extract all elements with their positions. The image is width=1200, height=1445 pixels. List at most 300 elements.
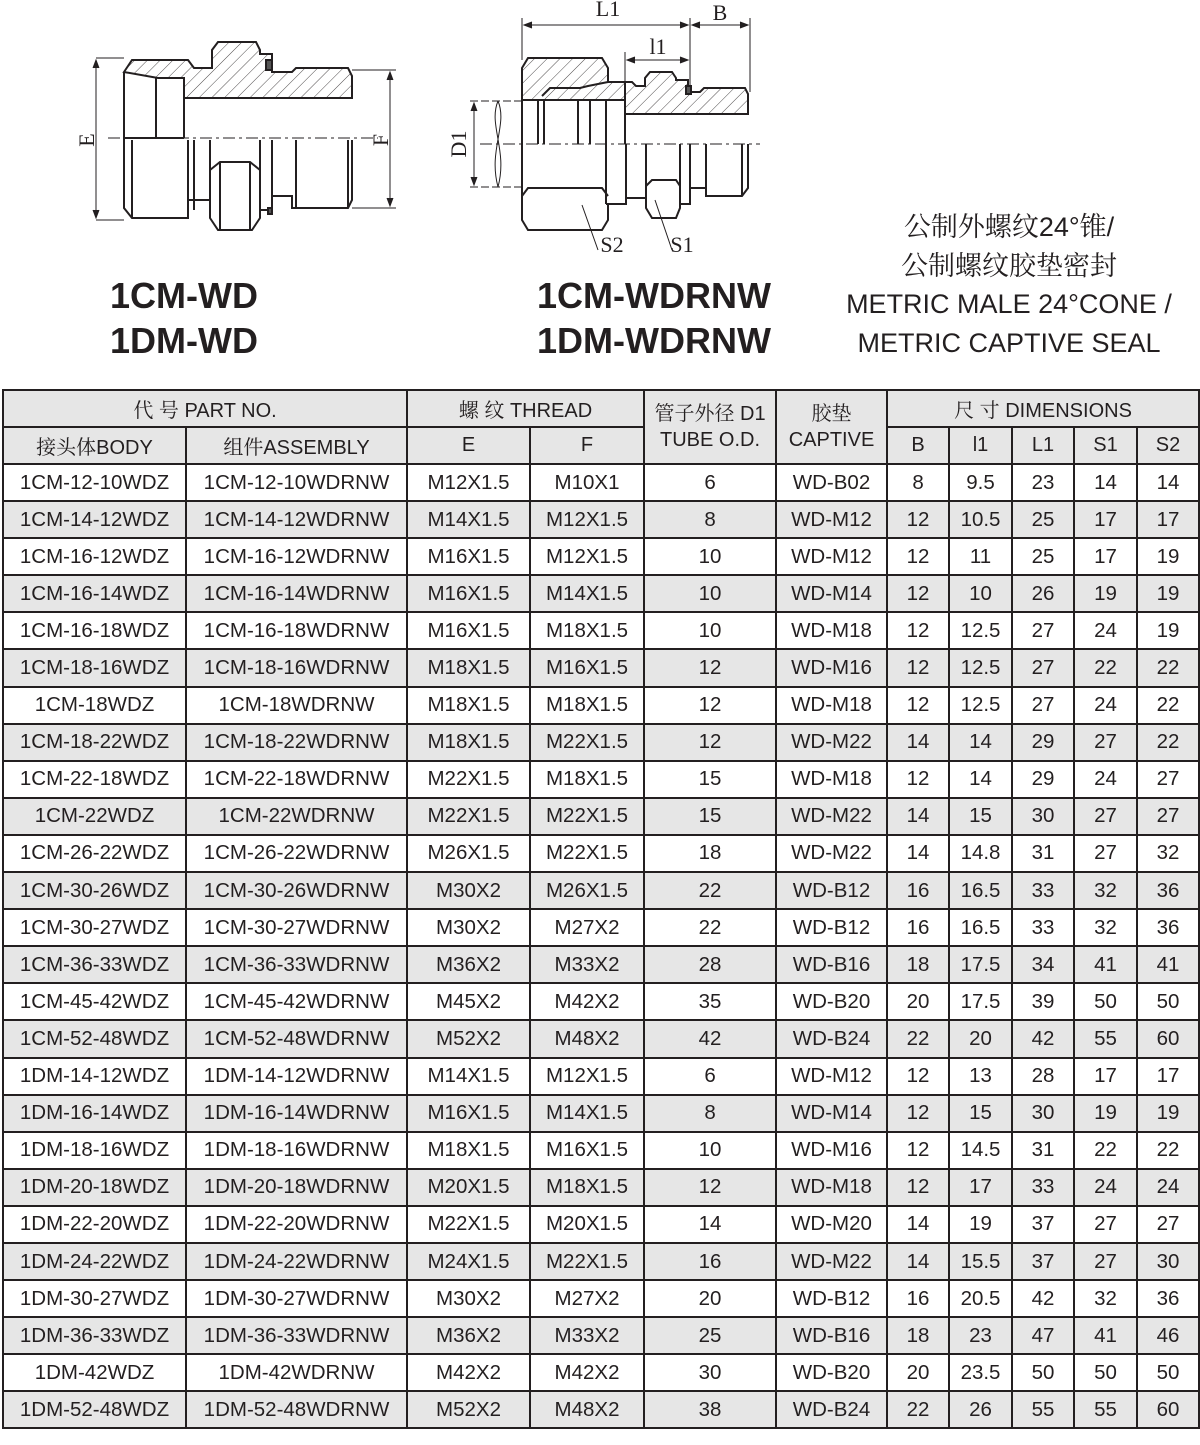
cell-dim-b: 22: [887, 1020, 949, 1057]
cell-dim-l1: 50: [1012, 1354, 1074, 1391]
table-row: [3, 1206, 1199, 1243]
cell-body: 1CM-18WDZ: [3, 687, 186, 724]
cell-thread-e: M52X2: [407, 1391, 530, 1428]
cell-captive: WD-B16: [776, 1317, 887, 1354]
cell-body: 1CM-30-26WDZ: [3, 872, 186, 909]
header-l1-small: l1: [949, 427, 1012, 464]
cell-captive: WD-M16: [776, 649, 887, 686]
cell-dim-b: 20: [887, 983, 949, 1020]
cell-dim-b: 14: [887, 798, 949, 835]
cell-dim-l1-small: 23.5: [949, 1354, 1012, 1391]
cell-captive: WD-B02: [776, 464, 887, 501]
cell-dim-l1-small: 17: [949, 1169, 1012, 1206]
cell-thread-f: M12X1.5: [530, 538, 644, 575]
cell-dim-l1: 30: [1012, 1095, 1074, 1132]
cell-captive: WD-M12: [776, 1058, 887, 1095]
cell-thread-e: M30X2: [407, 1280, 530, 1317]
cell-dim-s2: 36: [1137, 909, 1199, 946]
table-row: [3, 1354, 1199, 1391]
cell-body: 1CM-18-16WDZ: [3, 649, 186, 686]
cell-dim-s2: 36: [1137, 1280, 1199, 1317]
cell-dim-l1: 34: [1012, 946, 1074, 983]
cell-thread-f: M18X1.5: [530, 687, 644, 724]
cell-dim-s1: 19: [1074, 575, 1137, 612]
cell-tube-od: 18: [644, 835, 776, 872]
cell-dim-l1-small: 14.8: [949, 835, 1012, 872]
cell-dim-b: 18: [887, 946, 949, 983]
cell-dim-b: 20: [887, 1354, 949, 1391]
cell-body: 1CM-30-27WDZ: [3, 909, 186, 946]
cell-captive: WD-M22: [776, 724, 887, 761]
cell-captive: WD-M22: [776, 798, 887, 835]
cell-dim-l1: 27: [1012, 649, 1074, 686]
cell-tube-od: 28: [644, 946, 776, 983]
table-row: [3, 1095, 1199, 1132]
cell-dim-s1: 24: [1074, 761, 1137, 798]
cell-tube-od: 30: [644, 1354, 776, 1391]
description-en-line1: METRIC MALE 24°CONE /: [846, 289, 1172, 319]
header-captive-cn: 胶垫: [811, 403, 852, 425]
dim-label-l1-length: L1: [595, 0, 621, 21]
cell-dim-s1: 17: [1074, 501, 1137, 538]
cell-dim-l1-small: 10: [949, 575, 1012, 612]
cell-tube-od: 8: [644, 1095, 776, 1132]
cell-thread-f: M12X1.5: [530, 1058, 644, 1095]
cell-thread-f: M22X1.5: [530, 724, 644, 761]
cell-thread-f: M27X2: [530, 909, 644, 946]
cell-thread-e: M18X1.5: [407, 724, 530, 761]
cell-dim-s2: 14: [1137, 464, 1199, 501]
cell-body: 1CM-14-12WDZ: [3, 501, 186, 538]
cell-dim-s1: 27: [1074, 798, 1137, 835]
cell-dim-s2: 60: [1137, 1391, 1199, 1428]
cell-dim-l1-small: 15: [949, 1095, 1012, 1132]
cell-thread-e: M12X1.5: [407, 464, 530, 501]
cell-dim-s2: 27: [1137, 1206, 1199, 1243]
table-row: [3, 1317, 1199, 1354]
table-row: [3, 909, 1199, 946]
header-b: B: [887, 427, 949, 464]
cell-thread-f: M27X2: [530, 1280, 644, 1317]
table-row: [3, 1391, 1199, 1428]
cell-dim-s2: 50: [1137, 1354, 1199, 1391]
cell-dim-l1: 33: [1012, 1169, 1074, 1206]
table-row: [3, 612, 1199, 649]
dim-label-e: E: [74, 133, 99, 147]
cell-dim-b: 12: [887, 612, 949, 649]
cell-captive: WD-M18: [776, 612, 887, 649]
header-s2: S2: [1137, 427, 1199, 464]
cell-body: 1DM-18-16WDZ: [3, 1132, 186, 1169]
cell-dim-s1: 14: [1074, 464, 1137, 501]
cell-dim-l1: 33: [1012, 872, 1074, 909]
product-description: [826, 208, 1192, 362]
cell-thread-f: M20X1.5: [530, 1206, 644, 1243]
header-l1: L1: [1012, 427, 1074, 464]
cell-captive: WD-B16: [776, 946, 887, 983]
cell-assembly: 1CM-45-42WDRNW: [186, 983, 407, 1020]
dim-label-s1: S1: [670, 232, 694, 257]
cell-dim-s2: 46: [1137, 1317, 1199, 1354]
cell-thread-e: M16X1.5: [407, 1095, 530, 1132]
cell-dim-s2: 19: [1137, 575, 1199, 612]
model-title-right-1: 1CM-WDRNW: [537, 275, 771, 316]
cell-dim-l1: 37: [1012, 1206, 1074, 1243]
cell-dim-b: 14: [887, 1243, 949, 1280]
cell-captive: WD-M12: [776, 501, 887, 538]
cell-dim-l1: 33: [1012, 909, 1074, 946]
specification-table: [2, 389, 1200, 1429]
cell-dim-b: 12: [887, 1058, 949, 1095]
cell-dim-s2: 19: [1137, 1095, 1199, 1132]
cell-dim-b: 18: [887, 1317, 949, 1354]
cell-assembly: 1DM-24-22WDRNW: [186, 1243, 407, 1280]
cell-assembly: 1DM-14-12WDRNW: [186, 1058, 407, 1095]
cell-dim-l1: 30: [1012, 798, 1074, 835]
table-row: [3, 1058, 1199, 1095]
cell-body: 1DM-30-27WDZ: [3, 1280, 186, 1317]
cell-assembly: 1DM-16-14WDRNW: [186, 1095, 407, 1132]
cell-tube-od: 12: [644, 649, 776, 686]
table-row: [3, 501, 1199, 538]
cell-tube-od: 8: [644, 501, 776, 538]
cell-thread-f: M33X2: [530, 946, 644, 983]
cell-dim-s2: 41: [1137, 946, 1199, 983]
cell-dim-l1-small: 20: [949, 1020, 1012, 1057]
cell-thread-f: M42X2: [530, 1354, 644, 1391]
cell-dim-l1: 25: [1012, 538, 1074, 575]
header-tube-od-cn: 管子外径 D1: [654, 403, 766, 425]
description-cn-line1: 公制外螺纹24°锥/: [903, 212, 1115, 242]
table-row: [3, 649, 1199, 686]
cell-dim-b: 12: [887, 1095, 949, 1132]
header-captive-en: CAPTIVE: [788, 429, 875, 451]
cell-dim-l1: 28: [1012, 1058, 1074, 1095]
cell-assembly: 1CM-30-27WDRNW: [186, 909, 407, 946]
cell-assembly: 1CM-52-48WDRNW: [186, 1020, 407, 1057]
cell-tube-od: 22: [644, 872, 776, 909]
cell-dim-l1-small: 16.5: [949, 909, 1012, 946]
cell-dim-l1-small: 15: [949, 798, 1012, 835]
cell-dim-s2: 17: [1137, 1058, 1199, 1095]
cell-dim-s1: 22: [1074, 1132, 1137, 1169]
cell-tube-od: 12: [644, 1169, 776, 1206]
cell-dim-b: 14: [887, 1206, 949, 1243]
table-row: [3, 687, 1199, 724]
cell-tube-od: 20: [644, 1280, 776, 1317]
cell-dim-l1: 31: [1012, 835, 1074, 872]
cell-dim-s1: 41: [1074, 1317, 1137, 1354]
cell-tube-od: 10: [644, 1132, 776, 1169]
cell-dim-l1-small: 14: [949, 761, 1012, 798]
table-row: [3, 538, 1199, 575]
cell-body: 1DM-36-33WDZ: [3, 1317, 186, 1354]
cell-tube-od: 38: [644, 1391, 776, 1428]
cell-thread-e: M36X2: [407, 1317, 530, 1354]
cell-thread-e: M18X1.5: [407, 1132, 530, 1169]
cell-body: 1CM-26-22WDZ: [3, 835, 186, 872]
cell-dim-l1-small: 19: [949, 1206, 1012, 1243]
dim-label-f: F: [368, 133, 393, 147]
cell-dim-s1: 22: [1074, 649, 1137, 686]
cell-dim-b: 12: [887, 761, 949, 798]
cell-assembly: 1CM-14-12WDRNW: [186, 501, 407, 538]
cell-dim-l1-small: 14.5: [949, 1132, 1012, 1169]
header-dimensions: 尺 寸 DIMENSIONS: [887, 390, 1199, 427]
cell-thread-e: M30X2: [407, 909, 530, 946]
cell-assembly: 1CM-16-18WDRNW: [186, 612, 407, 649]
cell-body: 1DM-52-48WDZ: [3, 1391, 186, 1428]
cell-dim-s1: 55: [1074, 1020, 1137, 1057]
cell-tube-od: 22: [644, 909, 776, 946]
cell-dim-l1: 23: [1012, 464, 1074, 501]
cell-thread-f: M48X2: [530, 1391, 644, 1428]
cell-dim-l1-small: 14: [949, 724, 1012, 761]
cell-thread-e: M18X1.5: [407, 687, 530, 724]
cell-dim-b: 8: [887, 464, 949, 501]
header-thread: 螺 纹 THREAD: [407, 390, 644, 427]
header-part-no: 代 号 PART NO.: [3, 390, 407, 427]
cell-tube-od: 35: [644, 983, 776, 1020]
cell-assembly: 1DM-30-27WDRNW: [186, 1280, 407, 1317]
cell-assembly: 1CM-22WDRNW: [186, 798, 407, 835]
cell-dim-l1: 47: [1012, 1317, 1074, 1354]
cell-assembly: 1DM-36-33WDRNW: [186, 1317, 407, 1354]
cell-body: 1DM-14-12WDZ: [3, 1058, 186, 1095]
cell-captive: WD-B24: [776, 1391, 887, 1428]
cell-thread-e: M22X1.5: [407, 798, 530, 835]
cell-dim-s1: 24: [1074, 1169, 1137, 1206]
cell-body: 1DM-24-22WDZ: [3, 1243, 186, 1280]
cell-dim-l1-small: 16.5: [949, 872, 1012, 909]
cell-captive: WD-M18: [776, 687, 887, 724]
cell-thread-e: M22X1.5: [407, 1206, 530, 1243]
cell-thread-f: M22X1.5: [530, 798, 644, 835]
dim-label-d1: D1: [446, 130, 471, 158]
cell-dim-l1: 42: [1012, 1020, 1074, 1057]
cell-thread-f: M18X1.5: [530, 761, 644, 798]
cell-dim-l1: 31: [1012, 1132, 1074, 1169]
cell-dim-l1: 25: [1012, 501, 1074, 538]
cell-thread-f: M48X2: [530, 1020, 644, 1057]
cell-dim-b: 16: [887, 909, 949, 946]
cell-captive: WD-B20: [776, 1354, 887, 1391]
table-row: [3, 761, 1199, 798]
cell-thread-e: M14X1.5: [407, 1058, 530, 1095]
cell-thread-e: M24X1.5: [407, 1243, 530, 1280]
cell-thread-f: M14X1.5: [530, 575, 644, 612]
cell-dim-s1: 24: [1074, 687, 1137, 724]
cell-dim-s2: 60: [1137, 1020, 1199, 1057]
cell-body: 1CM-12-10WDZ: [3, 464, 186, 501]
cell-thread-f: M22X1.5: [530, 835, 644, 872]
cell-dim-s1: 55: [1074, 1391, 1137, 1428]
cell-tube-od: 16: [644, 1243, 776, 1280]
cell-dim-s1: 32: [1074, 909, 1137, 946]
cell-dim-l1-small: 23: [949, 1317, 1012, 1354]
cell-thread-f: M16X1.5: [530, 1132, 644, 1169]
cell-body: 1CM-16-18WDZ: [3, 612, 186, 649]
table-row: [3, 1132, 1199, 1169]
cell-tube-od: 10: [644, 612, 776, 649]
model-title-right-2: 1DM-WDRNW: [537, 320, 771, 361]
cell-dim-b: 12: [887, 538, 949, 575]
cell-thread-f: M18X1.5: [530, 1169, 644, 1206]
dim-label-b: B: [712, 0, 728, 25]
cell-captive: WD-B12: [776, 872, 887, 909]
cell-assembly: 1CM-22-18WDRNW: [186, 761, 407, 798]
cell-dim-l1-small: 12.5: [949, 687, 1012, 724]
cell-thread-e: M45X2: [407, 983, 530, 1020]
cell-dim-b: 22: [887, 1391, 949, 1428]
cell-dim-s1: 32: [1074, 872, 1137, 909]
cell-dim-b: 12: [887, 649, 949, 686]
cell-dim-l1: 42: [1012, 1280, 1074, 1317]
cell-dim-b: 12: [887, 687, 949, 724]
cell-tube-od: 14: [644, 1206, 776, 1243]
cell-dim-l1-small: 12.5: [949, 612, 1012, 649]
cell-dim-l1-small: 10.5: [949, 501, 1012, 538]
cell-body: 1CM-22WDZ: [3, 798, 186, 835]
cell-assembly: 1CM-36-33WDRNW: [186, 946, 407, 983]
table-row: [3, 575, 1199, 612]
table-row: [3, 983, 1199, 1020]
cell-dim-l1: 27: [1012, 612, 1074, 649]
cell-tube-od: 25: [644, 1317, 776, 1354]
cell-dim-s2: 22: [1137, 649, 1199, 686]
cell-dim-s1: 27: [1074, 724, 1137, 761]
cell-captive: WD-B12: [776, 1280, 887, 1317]
cell-assembly: 1CM-18-16WDRNW: [186, 649, 407, 686]
cell-thread-e: M36X2: [407, 946, 530, 983]
cell-assembly: 1CM-16-14WDRNW: [186, 575, 407, 612]
cell-dim-s2: 24: [1137, 1169, 1199, 1206]
table-row: [3, 872, 1199, 909]
header-assembly: 组件ASSEMBLY: [186, 427, 407, 464]
cell-thread-f: M22X1.5: [530, 1243, 644, 1280]
cell-dim-s1: 19: [1074, 1095, 1137, 1132]
cell-dim-s2: 19: [1137, 612, 1199, 649]
cell-captive: WD-M20: [776, 1206, 887, 1243]
cell-thread-f: M12X1.5: [530, 501, 644, 538]
table-row: [3, 1169, 1199, 1206]
cell-captive: WD-B24: [776, 1020, 887, 1057]
cell-dim-b: 16: [887, 872, 949, 909]
dim-label-s2: S2: [600, 232, 624, 257]
cell-dim-l1-small: 17.5: [949, 946, 1012, 983]
cell-captive: WD-M22: [776, 1243, 887, 1280]
cell-body: 1CM-18-22WDZ: [3, 724, 186, 761]
cell-body: 1CM-22-18WDZ: [3, 761, 186, 798]
table-row: [3, 724, 1199, 761]
cell-tube-od: 15: [644, 798, 776, 835]
cell-thread-e: M18X1.5: [407, 649, 530, 686]
cell-captive: WD-M14: [776, 1095, 887, 1132]
table-row: [3, 464, 1199, 501]
cell-thread-e: M52X2: [407, 1020, 530, 1057]
cell-dim-b: 12: [887, 1169, 949, 1206]
cell-assembly: 1CM-12-10WDRNW: [186, 464, 407, 501]
description-cn-line2: 公制螺纹胶垫密封: [901, 250, 1117, 281]
cell-thread-f: M10X1: [530, 464, 644, 501]
cell-dim-s1: 27: [1074, 835, 1137, 872]
cell-thread-e: M16X1.5: [407, 575, 530, 612]
cell-body: 1DM-42WDZ: [3, 1354, 186, 1391]
header-tube-od-en: TUBE O.D.: [660, 429, 761, 451]
cell-dim-b: 16: [887, 1280, 949, 1317]
body-fitting-drawing: [60, 20, 420, 240]
cell-body: 1CM-36-33WDZ: [3, 946, 186, 983]
cell-thread-e: M30X2: [407, 872, 530, 909]
cell-dim-s1: 41: [1074, 946, 1137, 983]
header-s1: S1: [1074, 427, 1137, 464]
cell-captive: WD-M22: [776, 835, 887, 872]
cell-dim-s1: 17: [1074, 1058, 1137, 1095]
cell-dim-l1-small: 15.5: [949, 1243, 1012, 1280]
cell-thread-f: M42X2: [530, 983, 644, 1020]
cell-captive: WD-B20: [776, 983, 887, 1020]
cell-dim-l1-small: 13: [949, 1058, 1012, 1095]
cell-dim-s2: 27: [1137, 761, 1199, 798]
cell-dim-l1: 29: [1012, 761, 1074, 798]
cell-dim-l1-small: 11: [949, 538, 1012, 575]
cell-captive: WD-M18: [776, 761, 887, 798]
table-row: [3, 798, 1199, 835]
table-row: [3, 1243, 1199, 1280]
header-captive: [776, 390, 887, 464]
cell-dim-l1: 29: [1012, 724, 1074, 761]
cell-tube-od: 6: [644, 464, 776, 501]
cell-assembly: 1CM-18WDRNW: [186, 687, 407, 724]
cell-dim-s2: 22: [1137, 687, 1199, 724]
cell-dim-l1: 55: [1012, 1391, 1074, 1428]
cell-dim-s2: 27: [1137, 798, 1199, 835]
cell-assembly: 1DM-20-18WDRNW: [186, 1169, 407, 1206]
header-tube-od: [644, 390, 776, 464]
cell-dim-l1-small: 17.5: [949, 983, 1012, 1020]
cell-body: 1CM-16-12WDZ: [3, 538, 186, 575]
cell-tube-od: 6: [644, 1058, 776, 1095]
cell-dim-b: 14: [887, 835, 949, 872]
cell-dim-s2: 22: [1137, 1132, 1199, 1169]
cell-dim-b: 14: [887, 724, 949, 761]
cell-dim-l1: 39: [1012, 983, 1074, 1020]
cell-thread-e: M22X1.5: [407, 761, 530, 798]
cell-tube-od: 10: [644, 538, 776, 575]
cell-dim-s2: 22: [1137, 724, 1199, 761]
cell-tube-od: 15: [644, 761, 776, 798]
cell-thread-e: M16X1.5: [407, 538, 530, 575]
cell-dim-s1: 17: [1074, 538, 1137, 575]
cell-assembly: 1CM-18-22WDRNW: [186, 724, 407, 761]
cell-body: 1DM-16-14WDZ: [3, 1095, 186, 1132]
cell-dim-l1: 27: [1012, 687, 1074, 724]
table-row: [3, 946, 1199, 983]
header-e: E: [407, 427, 530, 464]
cell-assembly: 1DM-52-48WDRNW: [186, 1391, 407, 1428]
cell-body: 1CM-52-48WDZ: [3, 1020, 186, 1057]
cell-dim-s2: 50: [1137, 983, 1199, 1020]
cell-thread-f: M18X1.5: [530, 612, 644, 649]
cell-dim-l1-small: 20.5: [949, 1280, 1012, 1317]
cell-assembly: 1CM-30-26WDRNW: [186, 872, 407, 909]
cell-assembly: 1DM-18-16WDRNW: [186, 1132, 407, 1169]
cell-assembly: 1CM-16-12WDRNW: [186, 538, 407, 575]
cell-tube-od: 12: [644, 687, 776, 724]
cell-dim-s2: 19: [1137, 538, 1199, 575]
cell-dim-s1: 50: [1074, 1354, 1137, 1391]
cell-tube-od: 42: [644, 1020, 776, 1057]
